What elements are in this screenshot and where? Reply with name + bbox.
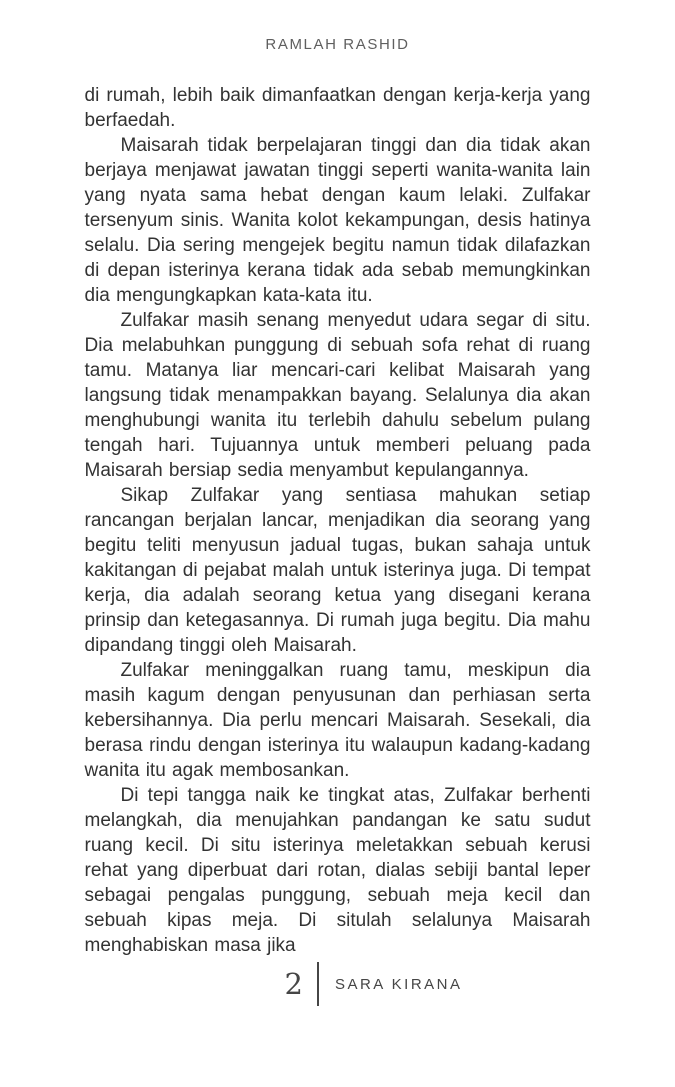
paragraph: di rumah, lebih baik dimanfaatkan dengan kerja-kerja yang berfaedah. <box>84 85 591 131</box>
page-footer <box>36 962 675 1006</box>
paragraph: Di tepi tangga naik ke tingkat atas, Zulfakar berhenti melangkah, dia menujahkan pandangan ke satu sudut ruang kecil. Di situ isterinya meletakkan sebuah kerusi rehat yang diperbuat dari rotan, dialas sebiji bantal leper sebagai pengalas punggung, sebuah meja kecil dan sebuah kipas meja. Di situlah selalunya Maisarah menghabiskan masa jika <box>84 785 591 956</box>
paragraph: Zulfakar meninggalkan ruang tamu, meskipun dia masih kagum dengan penyusunan dan perhiasan serta kebersihannya. Dia perlu mencari Maisarah. Sesekali, dia berasa rindu dengan isterinya itu walaupun kadang-kadang wanita itu agak membosankan. <box>84 660 591 781</box>
footer-divider <box>317 962 319 1006</box>
page-body <box>85 83 591 958</box>
paragraph: Maisarah tidak berpelajaran tinggi dan dia tidak akan berjaya menjawat jawatan tinggi seperti wanita-wanita lain yang nyata sama hebat dengan kaum lelaki. Zulfakar tersenyum sinis. Wanita kolot kekampungan, desis hatinya selalu. Dia sering mengejek begitu namun tidak dilafazkan di depan isterinya kerana tidak ada sebab memungkinkan dia mengungkapkan kata-kata itu. <box>84 135 591 306</box>
page-number: 2 <box>284 966 303 1001</box>
paragraph: Zulfakar masih senang menyedut udara segar di situ. Dia melabuhkan punggung di sebuah sofa rehat di ruang tamu. Matanya liar mencari-cari kelibat Maisarah yang langsung tidak menampakkan bayang. Selalunya dia akan menghubungi wanita itu terlebih dahulu sebelum pulang tengah hari. Tujuannya untuk memberi peluang pada Maisarah bersiap sedia menyambut kepulangannya. <box>84 310 591 481</box>
running-header-author: RAMLAH RASHID <box>265 36 410 53</box>
paragraph: Sikap Zulfakar yang sentiasa mahukan setiap rancangan berjalan lancar, menjadikan dia seorang yang begitu teliti menyusun jadual tugas, bukan sahaja untuk kakitangan di pejabat malah untuk isterinya juga. Di tempat kerja, dia adalah seorang ketua yang disegani kerana prinsip dan ketegasannya. Di rumah juga begitu. Dia mahu dipandang tinggi oleh Maisarah. <box>84 485 591 656</box>
series-title: SARA KIRANA <box>334 975 463 993</box>
